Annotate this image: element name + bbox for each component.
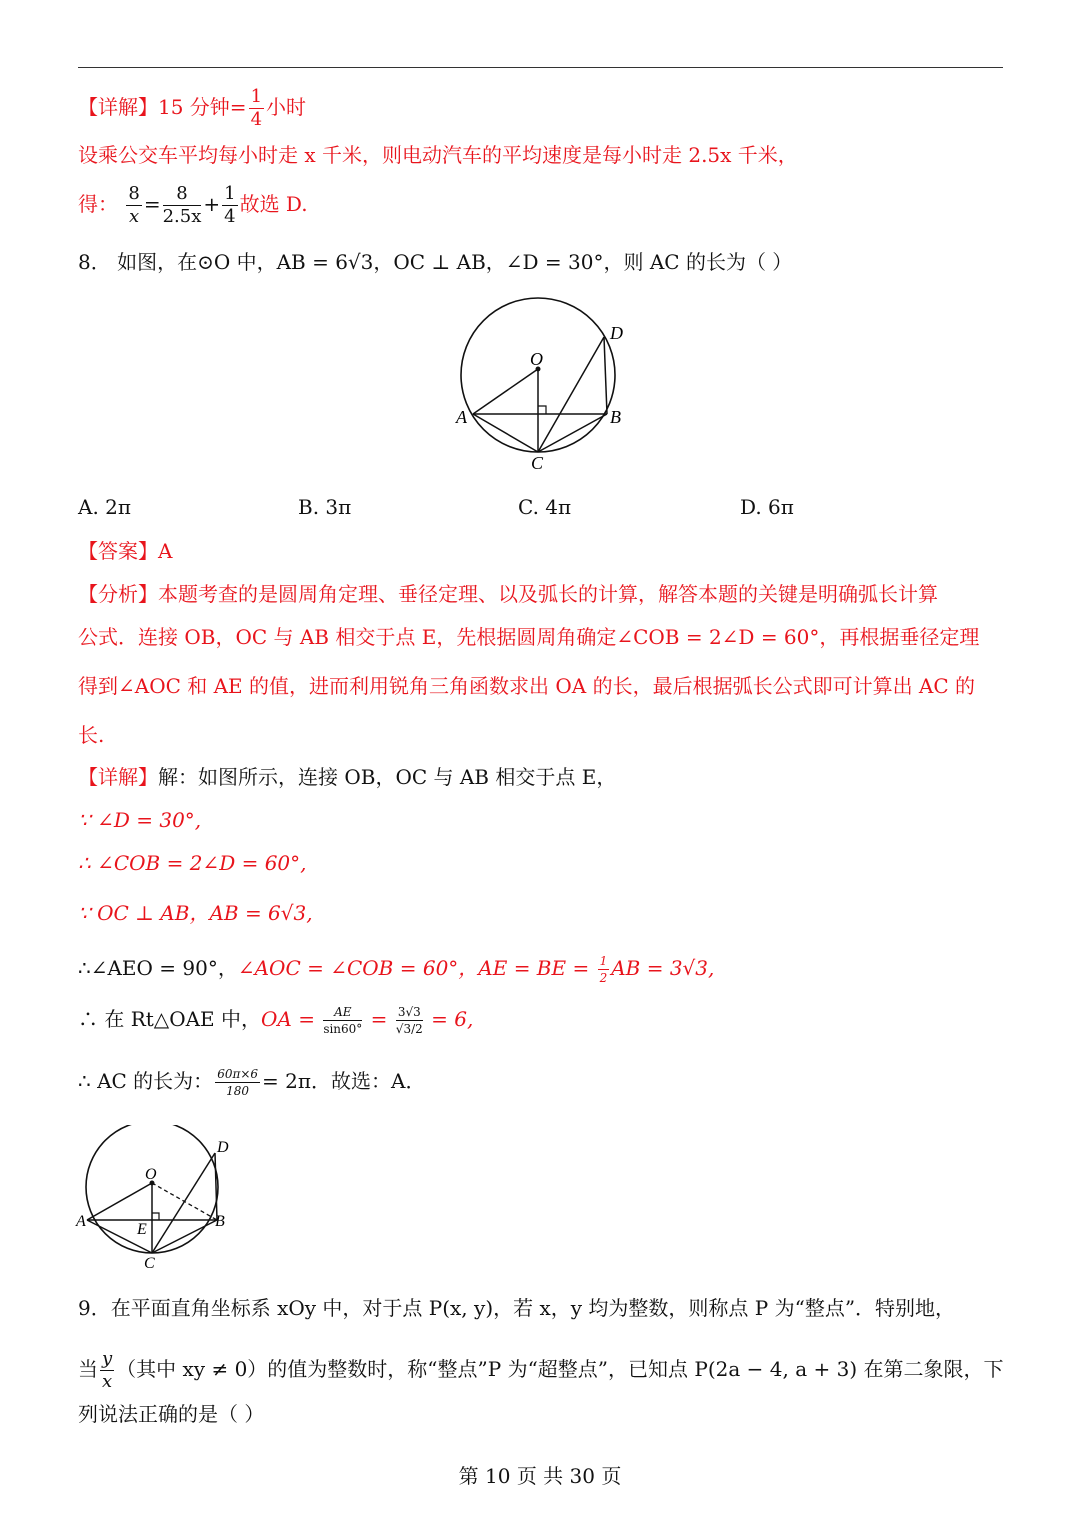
detail-line-2: 设乘公交车平均每小时走 x 千米，则电动汽车的平均速度是每小时走 2.5x 千米， [78,143,798,167]
step-3: ∵ OC ⊥ AB，AB = 6√3, [78,901,313,925]
option-b: B. 3π [298,495,352,519]
figure-circle-1 [450,295,630,475]
label-A: A [456,407,467,427]
option-c: C. 4π [518,495,572,519]
label-C: C [531,453,544,473]
analysis-line-4: 长. [78,723,105,747]
analysis-line-2: 公式．连接 OB，OC 与 AB 相交于点 E，先根据圆周角确定∠COB = 2∠D = 60°，再根据垂径定理 [78,625,980,649]
step-4: ∴∠AEO = 90°，∠AOC = ∠COB = 60°，AE = BE = $\frac{1}{2}$ AB = 3√3, [78,954,715,985]
detail-line-1: 【详解】15 分钟= $\frac{1}{4}$ 小时 [78,86,307,130]
label-D-2: D [217,1139,229,1156]
question-9-line-3: 列说法正确的是（ ） [78,1402,265,1426]
option-d: D. 6π [740,495,794,519]
label-D: D [610,323,623,343]
analysis-line-1: 【分析】本题考查的是圆周角定理、垂径定理、以及弧长的计算，解答本题的关键是明确弧长计算 [78,582,938,606]
page-footer: 第 10 页 共 30 页 [458,1464,622,1488]
analysis-line-3: 得到∠AOC 和 AE 的值，进而利用锐角三角函数求出 OA 的长，最后根据弧长公式即可计算出 AC 的 [78,674,976,698]
question-9-line-2: 当 $\frac{y}{x}$ （其中 xy ≠ 0）的值为整数时，称“整点”P 为“超整点”，已知点 P(2a − 4, a + 3) 在第二象限，下 [78,1348,1004,1392]
step-2: ∴ ∠COB = 2∠D = 60°, [78,851,307,875]
detail-2: 【详解】解：如图所示，连接 OB，OC 与 AB 相交于点 E， [78,765,617,789]
answer: 【答案】A [78,539,173,563]
step-5: ∴ 在 Rt△OAE 中，OA = $\frac{AE}{\sin 60^\circ}$ = $\frac{3√3}{√3/2}$ = 6, [78,1005,474,1036]
label-O-2: O [145,1166,157,1183]
label-O: O [530,349,543,369]
detail-line-3: 得： $\frac{8}{x}$ = $\frac{8}{2.5x}$ + $\frac{1}{4}$ 故选 D. [78,183,308,227]
label-B: B [610,407,621,427]
figure-circle-2 [72,1125,242,1273]
step-6: ∴ AC 的长为： $\frac{60\pi\times 6}{180}$ = 2π．故选：A． [78,1067,426,1098]
header-rule [78,67,1003,68]
label-B-2: B [215,1213,225,1230]
label-A-2: A [76,1213,86,1230]
step-1: ∵ ∠D = 30°, [78,808,202,832]
label-C-2: C [144,1255,155,1272]
label-E-2: E [137,1221,147,1238]
question-8: 8． 如图，在⊙O 中，AB = 6√3，OC ⊥ AB，∠D = 30°，则 AC 的长为（ ） [78,250,793,274]
question-9-line-1: 9．在平面直角坐标系 xOy 中，对于点 P(x, y)，若 x，y 均为整数，则称点 P 为“整点”．特别地， [78,1296,956,1320]
option-a: A. 2π [78,495,132,519]
